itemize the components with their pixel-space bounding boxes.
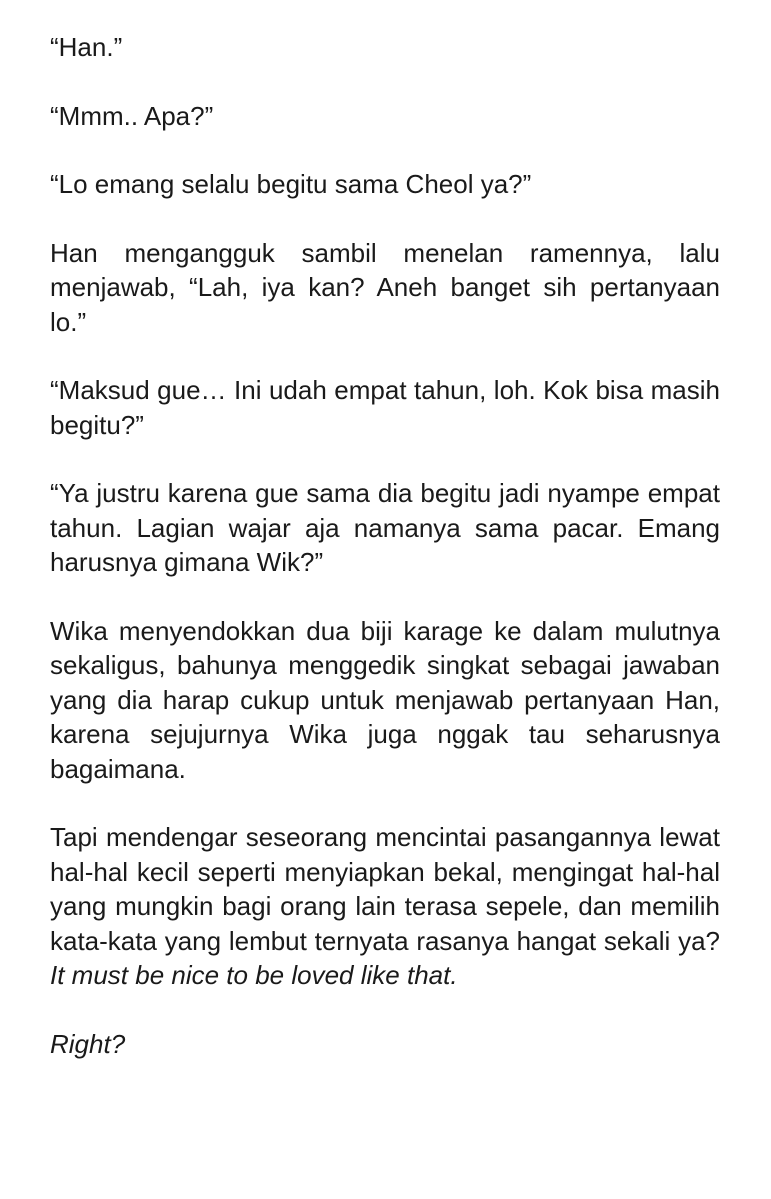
paragraph-text: “Mmm.. Apa?” bbox=[50, 100, 214, 131]
paragraph-text: Han mengangguk sambil menelan ramennya, lalu menjawab, “Lah, iya kan? Aneh banget sih pertanyaan lo.” bbox=[50, 237, 720, 337]
paragraph-4 bbox=[50, 236, 720, 340]
paragraph-7 bbox=[50, 614, 720, 787]
paragraph-text: “Han.” bbox=[50, 32, 123, 62]
document-page bbox=[50, 30, 720, 1061]
paragraph-6 bbox=[50, 476, 720, 580]
paragraph-1 bbox=[50, 30, 720, 65]
italic-phrase: It must be nice to be loved like that. bbox=[50, 960, 458, 990]
paragraph-text: Wika menyendokkan dua biji karage ke dalam mulutnya sekaligus, bahunya menggedik singkat sebagai jawaban yang dia harap cukup untuk menjawab pertanyaan Han, karena sejujurnya Wika juga nggak tau seharusnya bagaimana. bbox=[50, 615, 720, 784]
italic-phrase: Right? bbox=[50, 1028, 126, 1059]
paragraph-text: “Ya justru karena gue sama dia begitu jadi nyampe empat tahun. Lagian wajar aja namanya sama pacar. Emang harusnya gimana Wik?” bbox=[50, 478, 720, 577]
paragraph-text: “Maksud gue… Ini udah empat tahun, loh. Kok bisa masih begitu?” bbox=[50, 375, 720, 440]
paragraph-5 bbox=[50, 373, 720, 442]
paragraph-2 bbox=[50, 99, 720, 134]
paragraph-3 bbox=[50, 167, 720, 202]
paragraph-8 bbox=[50, 820, 720, 993]
paragraph-text: Tapi mendengar seseorang mencintai pasangannya lewat hal-hal kecil seperti menyiapkan bekal, mengingat hal-hal yang mungkin bagi orang lain terasa sepele, dan memilih kata-kata yang lembut ternyata rasanya hangat sekali ya? bbox=[50, 822, 720, 956]
paragraph-text: “Lo emang selalu begitu sama Cheol ya?” bbox=[50, 169, 532, 199]
paragraph-9 bbox=[50, 1027, 720, 1062]
